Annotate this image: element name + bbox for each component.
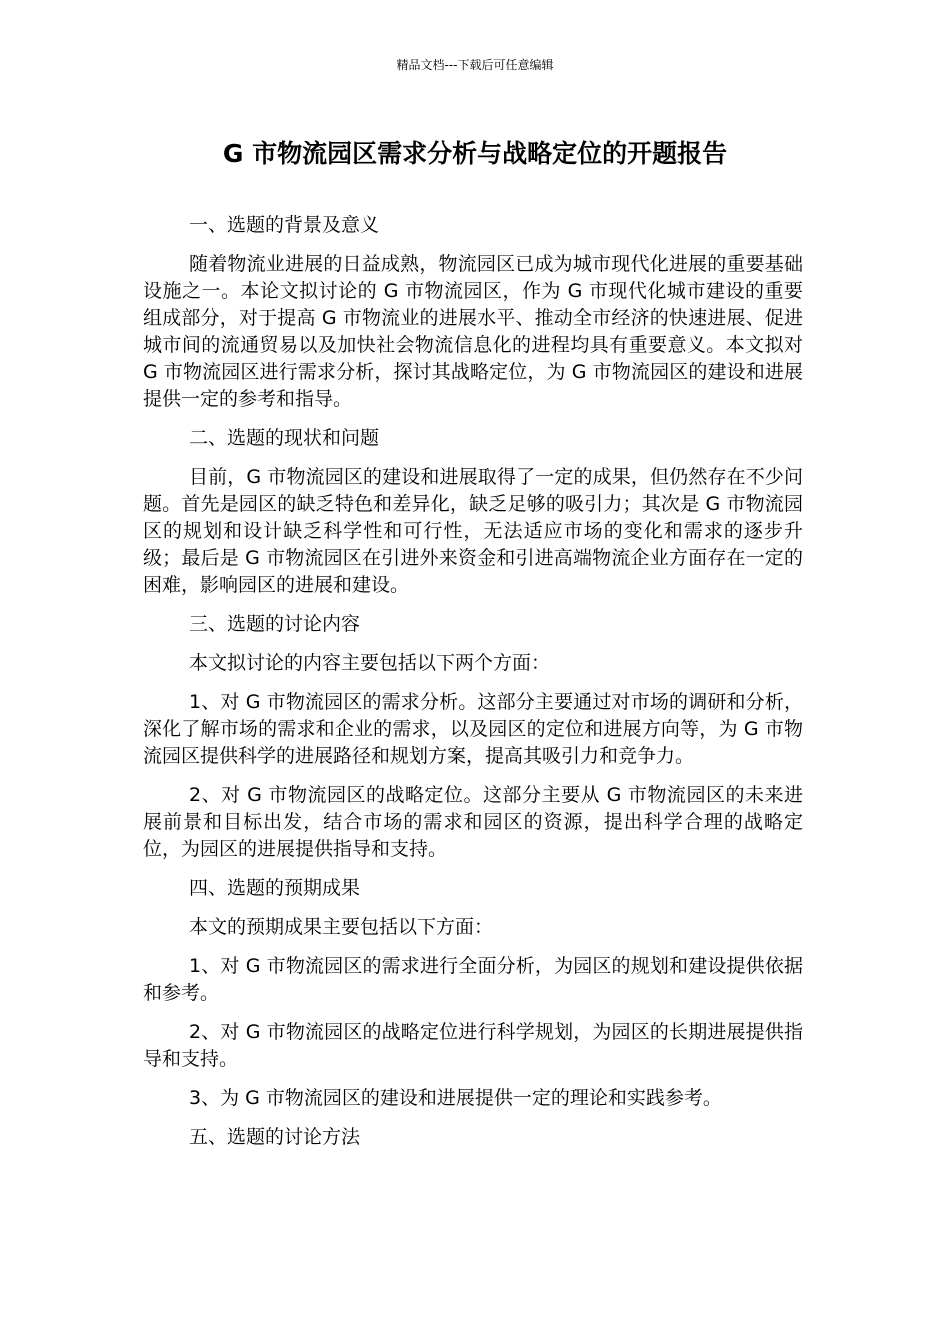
section-heading-methods: 五、选题的讨论方法 bbox=[189, 1126, 361, 1148]
paragraph-outcome-1: 1、对 G 市物流园区的需求进行全面分析，为园区的规划和建设提供依据和参考。 bbox=[143, 955, 803, 1004]
paragraph-content-intro: 本文拟讨论的内容主要包括以下两个方面： bbox=[189, 652, 551, 674]
paragraph-status: 目前，G 市物流园区的建设和进展取得了一定的成果，但仍然存在不少问题。首先是园区的缺乏特色和差异化，缺乏足够的吸引力；其次是 G 市物流园区的规划和设计缺乏科学性和可行性，无法适应市场的变化和需求的逐步升级；最后是 G 市物流园区在引进外来资金和引进高端物流企业方面存在一定的困难，影响园区的进展和建设。 bbox=[143, 466, 803, 596]
paragraph-outcome-3: 3、为 G 市物流园区的建设和进展提供一定的理论和实践参考。 bbox=[189, 1087, 722, 1109]
section-heading-background: 一、选题的背景及意义 bbox=[189, 214, 380, 236]
section-heading-content: 三、选题的讨论内容 bbox=[189, 613, 361, 635]
document-title: G 市物流园区需求分析与战略定位的开题报告 bbox=[222, 139, 728, 168]
page-header: 精品文档---下载后可任意编辑 bbox=[396, 58, 554, 72]
paragraph-background: 随着物流业进展的日益成熟，物流园区已成为城市现代化进展的重要基础设施之一。本论文拟讨论的 G 市物流园区，作为 G 市现代化城市建设的重要组成部分，对于提高 G 市物流业的进展水平、推动全市经济的快速进展、促进城市间的流通贸易以及加快社会物流信息化的进程均具有重要意义。本文拟对 G 市物流园区进行需求分析，探讨其战略定位，为 G 市物流园区的建设和进展提供一定的参考和指导。 bbox=[143, 253, 803, 410]
section-heading-status: 二、选题的现状和问题 bbox=[189, 427, 380, 449]
paragraph-content-item-1: 1、对 G 市物流园区的需求分析。这部分主要通过对市场的调研和分析，深化了解市场的需求和企业的需求，以及园区的定位和进展方向等，为 G 市物流园区提供科学的进展路径和规划方案，提高其吸引力和竞争力。 bbox=[143, 691, 803, 767]
paragraph-outcome-2: 2、对 G 市物流园区的战略定位进行科学规划，为园区的长期进展提供指导和支持。 bbox=[143, 1021, 803, 1070]
document-body bbox=[143, 212, 803, 1163]
paragraph-outcomes-intro: 本文的预期成果主要包括以下方面： bbox=[189, 916, 494, 938]
section-heading-outcomes: 四、选题的预期成果 bbox=[189, 877, 361, 899]
paragraph-content-item-2: 2、对 G 市物流园区的战略定位。这部分主要从 G 市物流园区的未来进展前景和目标出发，结合市场的需求和园区的资源，提出科学合理的战略定位，为园区的进展提供指导和支持。 bbox=[143, 784, 803, 860]
